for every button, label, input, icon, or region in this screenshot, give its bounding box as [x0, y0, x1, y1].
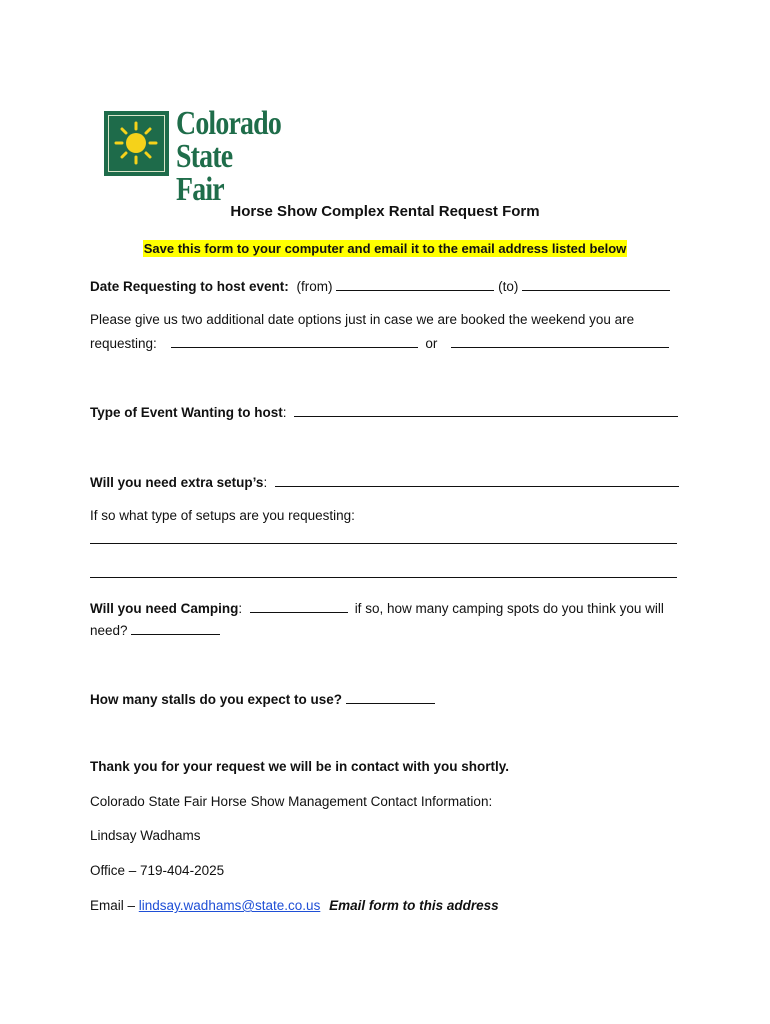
setups-answer-line-1[interactable]: [90, 543, 677, 544]
setups-row: Will you need extra setup’s:: [90, 473, 679, 490]
contact-name: Lindsay Wadhams: [90, 828, 201, 843]
from-label: (from): [296, 279, 333, 294]
logo-text-line2: State Fair: [176, 138, 233, 208]
contact-office: Office – 719-404-2025: [90, 863, 225, 878]
camping-label: Will you need Camping: [90, 601, 239, 616]
setups-label: Will you need extra setup’s: [90, 475, 264, 490]
stalls-field[interactable]: [346, 690, 435, 704]
camping-spots-question: if so, how many camping spots do you think you will: [354, 601, 664, 616]
email-prefix: Email –: [90, 898, 136, 913]
contact-heading: Colorado State Fair Horse Show Management Contact Information:: [90, 794, 493, 809]
to-date-field[interactable]: [522, 277, 670, 291]
alt-date-2-field[interactable]: [451, 334, 669, 348]
camping-row: Will you need Camping: if so, how many camping spots do you think you will: [90, 601, 664, 616]
stalls-row: [90, 690, 435, 707]
camping-need-label: need?: [90, 623, 128, 638]
sun-logo-icon: [104, 111, 169, 176]
event-type-label: Type of Event Wanting to host: [90, 405, 283, 420]
alt-date-1-field[interactable]: [171, 334, 418, 348]
date-request-row: Date Requesting to host event: (from) (to): [90, 277, 670, 294]
stalls-label: How many stalls do you expect to use?: [90, 692, 343, 707]
logo-text-line1: Colorado: [176, 105, 281, 142]
camping-spots-field[interactable]: [131, 621, 220, 635]
to-label: (to): [498, 279, 519, 294]
camping-row-2: [90, 621, 220, 638]
setups-question: If so what type of setups are you requesting:: [90, 508, 355, 523]
thank-you-text: Thank you for your request we will be in contact with you shortly.: [90, 759, 510, 774]
form-title: Horse Show Complex Rental Request Form: [230, 203, 540, 220]
event-type-row: Type of Event Wanting to host:: [90, 403, 678, 420]
or-label: or: [425, 336, 438, 351]
setups-answer-line-2[interactable]: [90, 577, 677, 578]
contact-email-row: [90, 898, 499, 913]
setups-field[interactable]: [275, 473, 679, 487]
alt-dates-row: [90, 334, 669, 351]
colorado-state-fair-logo: [104, 105, 310, 208]
save-form-notice: Save this form to your computer and email it to the email address listed below: [143, 241, 627, 256]
email-note: Email form to this address: [329, 898, 499, 913]
date-request-label: Date Requesting to host event: [90, 279, 285, 294]
email-link[interactable]: lindsay.wadhams@state.co.us: [138, 898, 321, 913]
camping-field[interactable]: [250, 599, 348, 613]
event-type-field[interactable]: [294, 403, 678, 417]
alt-dates-label: requesting:: [90, 336, 157, 351]
alt-dates-text: Please give us two additional date options just in case we are booked the weekend you are: [90, 312, 635, 327]
from-date-field[interactable]: [336, 277, 494, 291]
